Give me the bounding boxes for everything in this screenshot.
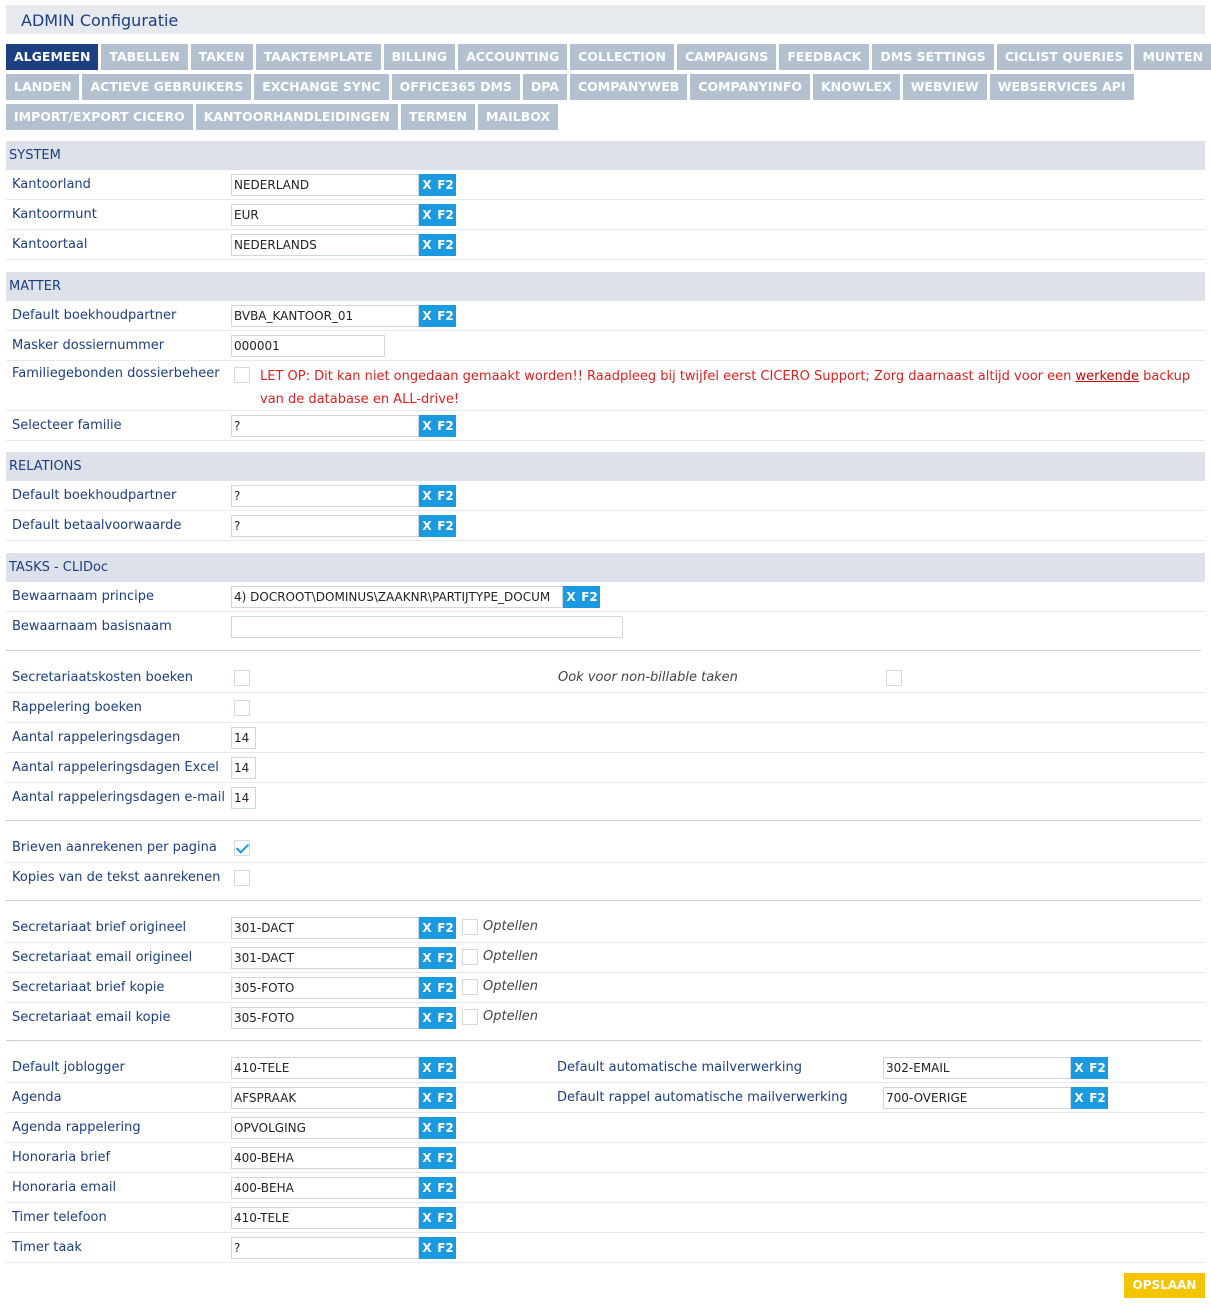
lookup-button[interactable]: F2 bbox=[435, 415, 456, 437]
secretariaatskosten-row bbox=[6, 663, 1205, 693]
lookup-button[interactable]: F2 bbox=[435, 485, 456, 507]
rappeleringsdagen-label: Aantal rappeleringsdagen bbox=[12, 730, 181, 745]
tab-row-2 bbox=[6, 74, 1205, 100]
secretariaatskosten-checkbox[interactable] bbox=[234, 670, 250, 686]
clear-button[interactable]: X bbox=[563, 586, 579, 608]
tab-campaigns[interactable]: CAMPAIGNS bbox=[677, 44, 776, 70]
lookup-button[interactable]: F2 bbox=[579, 586, 600, 608]
clear-button[interactable]: X bbox=[419, 415, 435, 437]
familie-beheer-row bbox=[6, 361, 1205, 411]
sec-email-orig-input[interactable]: 301-DACT bbox=[231, 947, 419, 969]
clear-button[interactable]: X bbox=[419, 947, 435, 969]
selecteer-familie-label: Selecteer familie bbox=[12, 418, 122, 433]
joblogger-row bbox=[6, 1053, 1205, 1083]
clear-button[interactable]: X bbox=[419, 1117, 435, 1139]
tasks-defaults-group bbox=[6, 1053, 1205, 1263]
honoraria-brief-row bbox=[6, 1143, 1205, 1173]
betaalvoorwaarde-label: Default betaalvoorwaarde bbox=[12, 518, 182, 533]
sec-brief-kopie-label: Secretariaat brief kopie bbox=[12, 980, 165, 995]
clear-button[interactable]: X bbox=[419, 305, 435, 327]
sec-brief-kopie-row bbox=[6, 973, 1205, 1003]
tab-webview[interactable]: WEBVIEW bbox=[903, 74, 987, 100]
timer-taak-label: Timer taak bbox=[12, 1240, 82, 1255]
section-header: TASKS - CLIDoc bbox=[6, 553, 1205, 582]
section-relations bbox=[6, 452, 1205, 541]
honoraria-brief-label: Honoraria brief bbox=[12, 1150, 111, 1165]
agenda-rappelering-row bbox=[6, 1113, 1205, 1143]
kantoorland-input[interactable]: NEDERLAND bbox=[231, 174, 419, 196]
section-header: MATTER bbox=[6, 272, 1205, 301]
sec-brief-orig-input[interactable]: 301-DACT bbox=[231, 917, 419, 939]
optellen-label: Optellen bbox=[483, 1009, 539, 1024]
lookup-button[interactable]: F2 bbox=[435, 515, 456, 537]
agenda-input[interactable]: AFSPRAAK bbox=[231, 1087, 419, 1109]
agenda-rappelering-label: Agenda rappelering bbox=[12, 1120, 141, 1135]
tab-bar bbox=[6, 44, 1205, 134]
familie-beheer-label: Familiegebonden dossierbeheer bbox=[12, 366, 220, 381]
joblogger-label: Default joblogger bbox=[12, 1060, 125, 1075]
tab-row-1 bbox=[6, 44, 1205, 70]
page-title: ADMIN Configuratie bbox=[21, 11, 179, 30]
tab-ciclist-queries[interactable]: CICLIST QUERIES bbox=[997, 44, 1132, 70]
bewaarnaam-basisnaam-input[interactable] bbox=[231, 616, 623, 638]
lookup-button[interactable]: F2 bbox=[435, 1057, 456, 1079]
section-system bbox=[6, 141, 1205, 260]
tab-row-3 bbox=[6, 104, 1205, 130]
rappelering-boeken-label: Rappelering boeken bbox=[12, 700, 142, 715]
optellen-checkbox[interactable] bbox=[462, 1009, 478, 1025]
rappeleringsdagen-excel-row bbox=[6, 753, 1205, 783]
familie-beheer-checkbox[interactable] bbox=[234, 367, 250, 383]
kantoortaal-row bbox=[6, 230, 1205, 260]
clear-button[interactable]: X bbox=[419, 515, 435, 537]
sec-brief-orig-row bbox=[6, 913, 1205, 943]
section-tasks bbox=[6, 553, 1205, 642]
lookup-button[interactable]: F2 bbox=[435, 1237, 456, 1259]
timer-taak-row bbox=[6, 1233, 1205, 1263]
clear-button[interactable]: X bbox=[1071, 1057, 1087, 1079]
title-bar bbox=[6, 5, 1205, 34]
selecteer-familie-row bbox=[6, 411, 1205, 441]
boekhoudpartner-label: Default boekhoudpartner bbox=[12, 308, 177, 323]
rel-boekhoudpartner-input[interactable]: ? bbox=[231, 485, 419, 507]
rappelering-boeken-checkbox[interactable] bbox=[234, 700, 250, 716]
kantoortaal-input[interactable]: NEDERLANDS bbox=[231, 234, 419, 256]
lookup-button[interactable]: F2 bbox=[1087, 1087, 1108, 1109]
bewaarnaam-principe-select[interactable]: 4) DOCROOT\DOMINUS\ZAAKNR\PARTIJTYPE_DOCUM bbox=[231, 586, 563, 608]
tab-dms-settings[interactable]: DMS SETTINGS bbox=[872, 44, 993, 70]
lookup-button[interactable]: F2 bbox=[435, 234, 456, 256]
tab-collection[interactable]: COLLECTION bbox=[570, 44, 674, 70]
rappeleringsdagen-excel-label: Aantal rappeleringsdagen Excel bbox=[12, 760, 219, 775]
honoraria-email-label: Honoraria email bbox=[12, 1180, 117, 1195]
honoraria-brief-input[interactable]: 400-BEHA bbox=[231, 1147, 419, 1169]
non-billable-checkbox[interactable] bbox=[886, 670, 902, 686]
optellen-label: Optellen bbox=[483, 919, 539, 934]
rappeleringsdagen-row bbox=[6, 723, 1205, 753]
clear-button[interactable]: X bbox=[419, 917, 435, 939]
rel-boekhoudpartner-row bbox=[6, 481, 1205, 511]
optellen-checkbox[interactable] bbox=[462, 949, 478, 965]
clear-button[interactable]: X bbox=[419, 1057, 435, 1079]
secretariaatskosten-label: Secretariaatskosten boeken bbox=[12, 670, 194, 685]
rappel-auto-mail-label: Default rappel automatische mailverwerking bbox=[557, 1090, 848, 1105]
betaalvoorwaarde-row bbox=[6, 511, 1205, 541]
rappelering-boeken-row bbox=[6, 693, 1205, 723]
lookup-button[interactable]: F2 bbox=[435, 204, 456, 226]
tab-termen[interactable]: TERMEN bbox=[401, 104, 475, 130]
kantoortaal-label: Kantoortaal bbox=[12, 237, 88, 252]
honoraria-email-input[interactable]: 400-BEHA bbox=[231, 1177, 419, 1199]
tab-taken[interactable]: TAKEN bbox=[191, 44, 253, 70]
sec-email-orig-row bbox=[6, 943, 1205, 973]
clear-button[interactable]: X bbox=[419, 977, 435, 999]
divider bbox=[6, 900, 1201, 901]
tasks-checkbox-group-2 bbox=[6, 833, 1205, 893]
brieven-per-pagina-label: Brieven aanrekenen per pagina bbox=[12, 840, 217, 855]
tab-taaktemplate[interactable]: TAAKTEMPLATE bbox=[256, 44, 381, 70]
lookup-button[interactable]: F2 bbox=[1087, 1057, 1108, 1079]
masker-input[interactable]: 000001 bbox=[231, 335, 385, 357]
kantoormunt-row bbox=[6, 200, 1205, 230]
lookup-button[interactable]: F2 bbox=[435, 174, 456, 196]
clear-button[interactable]: X bbox=[419, 1177, 435, 1199]
tab-feedback[interactable]: FEEDBACK bbox=[779, 44, 869, 70]
divider bbox=[6, 1040, 1201, 1041]
clear-button[interactable]: X bbox=[419, 485, 435, 507]
masker-row bbox=[6, 331, 1205, 361]
tab-exchange-sync[interactable]: EXCHANGE SYNC bbox=[254, 74, 388, 100]
tab-billing[interactable]: BILLING bbox=[384, 44, 455, 70]
sec-brief-orig-label: Secretariaat brief origineel bbox=[12, 920, 187, 935]
optellen-label: Optellen bbox=[483, 979, 539, 994]
bewaarnaam-principe-label: Bewaarnaam principe bbox=[12, 589, 155, 604]
section-header: RELATIONS bbox=[6, 452, 1205, 481]
rel-boekhoudpartner-label: Default boekhoudpartner bbox=[12, 488, 177, 503]
lookup-button[interactable]: F2 bbox=[435, 1207, 456, 1229]
tab-webservices-api[interactable]: WEBSERVICES API bbox=[990, 74, 1134, 100]
sec-email-orig-label: Secretariaat email origineel bbox=[12, 950, 193, 965]
sec-email-kopie-row bbox=[6, 1003, 1205, 1033]
bewaarnaam-principe-row bbox=[6, 582, 1205, 612]
tab-dpa[interactable]: DPA bbox=[523, 74, 567, 100]
sec-brief-kopie-input[interactable]: 305-FOTO bbox=[231, 977, 419, 999]
kopies-tekst-label: Kopies van de tekst aanrekenen bbox=[12, 870, 221, 885]
bewaarnaam-basisnaam-label: Bewaarnaam basisnaam bbox=[12, 619, 172, 634]
kantoorland-row bbox=[6, 170, 1205, 200]
timer-taak-input[interactable]: ? bbox=[231, 1237, 419, 1259]
rappeleringsdagen-input[interactable]: 14 bbox=[231, 727, 256, 749]
timer-telefoon-label: Timer telefoon bbox=[12, 1210, 107, 1225]
timer-telefoon-row bbox=[6, 1203, 1205, 1233]
sec-email-kopie-input[interactable]: 305-FOTO bbox=[231, 1007, 419, 1029]
clear-button[interactable]: X bbox=[419, 1237, 435, 1259]
kopies-tekst-row bbox=[6, 863, 1205, 893]
kantoormunt-input[interactable]: EUR bbox=[231, 204, 419, 226]
auto-mail-input[interactable]: 302-EMAIL bbox=[883, 1057, 1071, 1079]
lookup-button[interactable]: F2 bbox=[435, 947, 456, 969]
selecteer-familie-input[interactable]: ? bbox=[231, 415, 419, 437]
warning-part: backup van de database en ALL-drive! bbox=[260, 369, 1191, 407]
lookup-button[interactable]: F2 bbox=[435, 917, 456, 939]
honoraria-email-row bbox=[6, 1173, 1205, 1203]
tab-companyinfo[interactable]: COMPANYINFO bbox=[690, 74, 810, 100]
tab-import-export-cicero[interactable]: IMPORT/EXPORT CICERO bbox=[6, 104, 193, 130]
auto-mail-label: Default automatische mailverwerking bbox=[557, 1060, 803, 1075]
tasks-secretariaat-group bbox=[6, 913, 1205, 1033]
agenda-rappelering-input[interactable]: OPVOLGING bbox=[231, 1117, 419, 1139]
brieven-per-pagina-checkbox[interactable] bbox=[234, 840, 250, 856]
rappeleringsdagen-excel-input[interactable]: 14 bbox=[231, 757, 256, 779]
lookup-button[interactable]: F2 bbox=[435, 1007, 456, 1029]
agenda-row bbox=[6, 1083, 1205, 1113]
divider bbox=[6, 650, 1201, 651]
lookup-button[interactable]: F2 bbox=[435, 1117, 456, 1139]
kopies-tekst-checkbox[interactable] bbox=[234, 870, 250, 886]
rappeleringsdagen-email-row bbox=[6, 783, 1205, 813]
tab-munten[interactable]: MUNTEN bbox=[1134, 44, 1211, 70]
non-billable-label: Ook voor non-billable taken bbox=[558, 670, 738, 685]
tab-tabellen[interactable]: TABELLEN bbox=[101, 44, 187, 70]
timer-telefoon-input[interactable]: 410-TELE bbox=[231, 1207, 419, 1229]
tab-office365-dms[interactable]: OFFICE365 DMS bbox=[392, 74, 520, 100]
lookup-button[interactable]: F2 bbox=[435, 305, 456, 327]
clear-button[interactable]: X bbox=[419, 1207, 435, 1229]
section-header: SYSTEM bbox=[6, 141, 1205, 170]
clear-button[interactable]: X bbox=[419, 234, 435, 256]
clear-button[interactable]: X bbox=[419, 1147, 435, 1169]
tab-actieve-gebruikers[interactable]: ACTIEVE GEBRUIKERS bbox=[82, 74, 251, 100]
tab-mailbox[interactable]: MAILBOX bbox=[478, 104, 558, 130]
warning-part: LET OP: Dit kan niet ongedaan gemaakt worden!! Raadpleeg bij twijfel eerst CICERO Support; Zorg daarnaast altijd voor een bbox=[260, 369, 1076, 384]
agenda-label: Agenda bbox=[12, 1090, 62, 1105]
masker-label: Masker dossiernummer bbox=[12, 338, 165, 353]
warning-text bbox=[260, 365, 1195, 411]
kantoormunt-label: Kantoormunt bbox=[12, 207, 97, 222]
brieven-per-pagina-row bbox=[6, 833, 1205, 863]
betaalvoorwaarde-input[interactable]: ? bbox=[231, 515, 419, 537]
warning-link: werkende bbox=[1075, 369, 1140, 384]
optellen-label: Optellen bbox=[483, 949, 539, 964]
boekhoudpartner-input[interactable]: BVBA_KANTOOR_01 bbox=[231, 305, 419, 327]
sec-email-kopie-label: Secretariaat email kopie bbox=[12, 1010, 171, 1025]
bewaarnaam-basisnaam-row bbox=[6, 612, 1205, 642]
rappel-auto-mail-input[interactable]: 700-OVERIGE bbox=[883, 1087, 1071, 1109]
lookup-button[interactable]: F2 bbox=[435, 1087, 456, 1109]
tab-knowlex[interactable]: KNOWLEX bbox=[813, 74, 900, 100]
tab-landen[interactable]: LANDEN bbox=[6, 74, 79, 100]
tab-accounting[interactable]: ACCOUNTING bbox=[458, 44, 567, 70]
tab-companyweb[interactable]: COMPANYWEB bbox=[570, 74, 687, 100]
divider bbox=[6, 820, 1201, 821]
clear-button[interactable]: X bbox=[419, 174, 435, 196]
rappeleringsdagen-email-label: Aantal rappeleringsdagen e-mail bbox=[12, 790, 225, 805]
joblogger-input[interactable]: 410-TELE bbox=[231, 1057, 419, 1079]
boekhoudpartner-row bbox=[6, 301, 1205, 331]
optellen-checkbox[interactable] bbox=[462, 979, 478, 995]
lookup-button[interactable]: F2 bbox=[435, 977, 456, 999]
rappeleringsdagen-email-input[interactable]: 14 bbox=[231, 787, 256, 809]
clear-button[interactable]: X bbox=[419, 1087, 435, 1109]
lookup-button[interactable]: F2 bbox=[435, 1147, 456, 1169]
tasks-checkbox-group-1 bbox=[6, 663, 1205, 813]
tab-kantoorhandleidingen[interactable]: KANTOORHANDLEIDINGEN bbox=[196, 104, 398, 130]
clear-button[interactable]: X bbox=[419, 204, 435, 226]
save-button[interactable]: OPSLAAN bbox=[1124, 1273, 1205, 1298]
clear-button[interactable]: X bbox=[1071, 1087, 1087, 1109]
kantoorland-label: Kantoorland bbox=[12, 177, 91, 192]
tab-algemeen[interactable]: ALGEMEEN bbox=[6, 44, 98, 70]
optellen-checkbox[interactable] bbox=[462, 919, 478, 935]
clear-button[interactable]: X bbox=[419, 1007, 435, 1029]
lookup-button[interactable]: F2 bbox=[435, 1177, 456, 1199]
section-matter bbox=[6, 272, 1205, 441]
